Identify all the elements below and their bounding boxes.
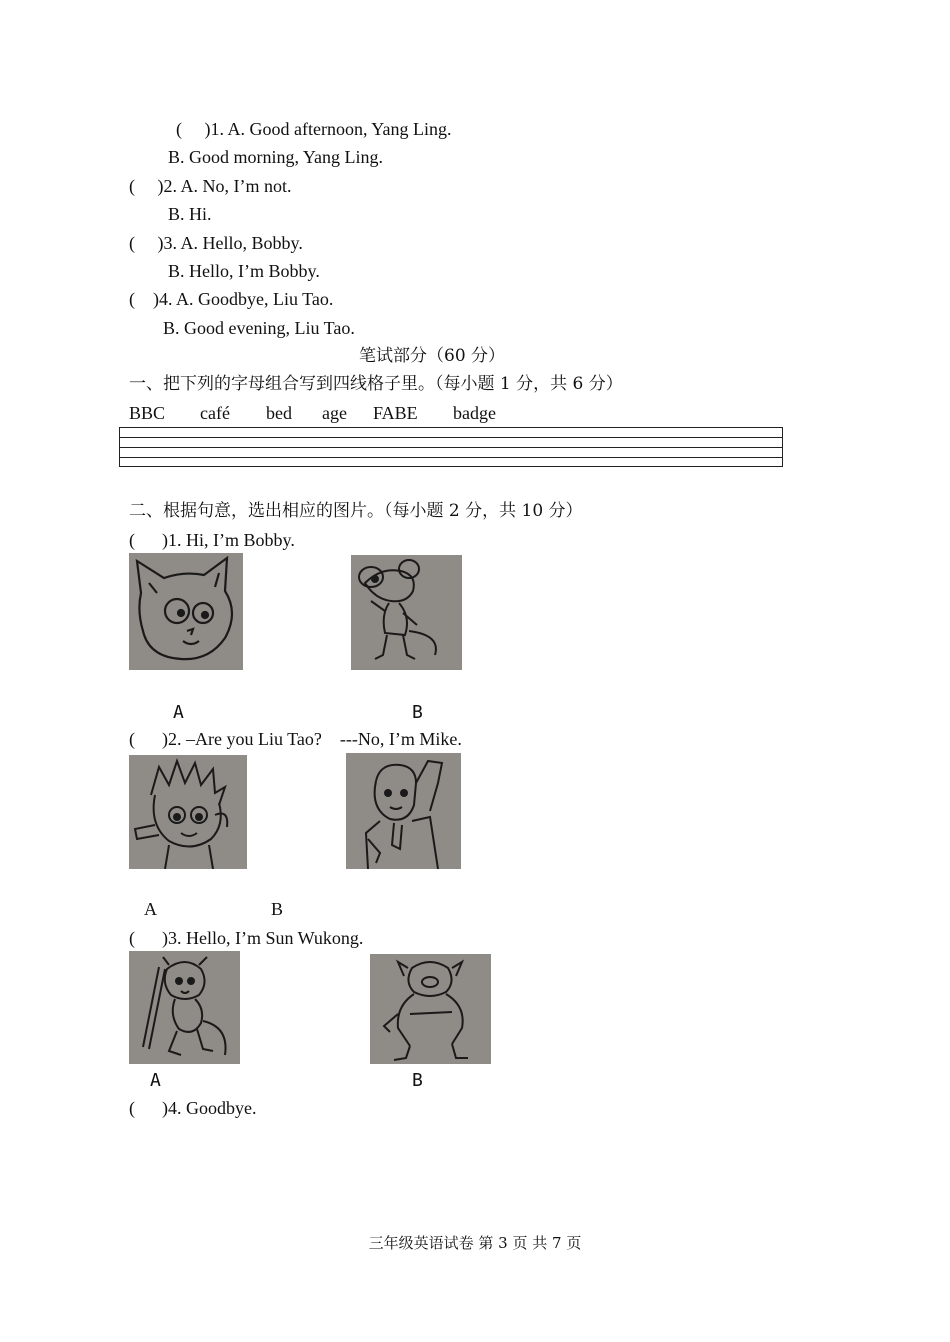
section2-title: 二、根据句意，选出相应的图片。（每小题 2 分，共 10 分） <box>129 501 583 521</box>
listening-q3-option-b: B. Hello, I’m Bobby. <box>168 261 320 281</box>
section2-q1: ( )1. Hi, I’m Bobby. <box>129 530 295 550</box>
word-2: café <box>200 403 230 423</box>
pig-character-icon <box>370 954 491 1064</box>
pigsy-picture <box>370 954 491 1064</box>
section1-title: 一、把下列的字母组合写到四线格子里。（每小题 1 分，共 6 分） <box>129 374 623 394</box>
mike-picture <box>346 753 461 869</box>
cat-icon <box>129 553 243 670</box>
written-part-heading: 笔试部分（60 分） <box>359 346 506 366</box>
word-3: bed <box>266 403 292 423</box>
four-line-grid[interactable] <box>119 427 783 467</box>
word-1: BBC <box>129 403 166 423</box>
grid-line-3 <box>120 457 782 458</box>
q2-label-b: B <box>271 899 284 919</box>
grid-line-1 <box>120 437 782 438</box>
word-5: FABE <box>373 403 418 423</box>
listening-q4-option-b: B. Good evening, Liu Tao. <box>163 318 355 338</box>
listening-q1-option-a: ( )1. A. Good afternoon, Yang Ling. <box>176 119 452 139</box>
mouse-icon <box>351 555 462 670</box>
cat-picture <box>129 553 243 670</box>
section2-q3: ( )3. Hello, I’m Sun Wukong. <box>129 928 364 948</box>
q3-label-b: B <box>412 1070 423 1091</box>
listening-q2-option-b: B. Hi. <box>168 204 212 224</box>
boy-waving-picture <box>129 755 247 869</box>
page-footer: 三年级英语试卷 第 3 页 共 7 页 <box>368 1234 582 1252</box>
q3-label-a: A <box>150 1070 161 1091</box>
section2-q4: ( )4. Goodbye. <box>129 1098 257 1118</box>
q1-label-a: A <box>173 702 184 723</box>
monkey-king-icon <box>129 951 240 1064</box>
word-4: age <box>322 403 347 423</box>
section2-q2: ( )2. –Are you Liu Tao? ---No, I’m Mike. <box>129 729 462 749</box>
word-6: badge <box>453 403 496 423</box>
listening-q1-option-b: B. Good morning, Yang Ling. <box>168 147 384 167</box>
boy-saluting-icon <box>346 753 461 869</box>
mouse-picture <box>351 555 462 670</box>
listening-q2-option-a: ( )2. A. No, I’m not. <box>129 176 292 196</box>
sun-wukong-picture <box>129 951 240 1064</box>
q1-label-b: B <box>412 702 423 723</box>
listening-q4-option-a: ( )4. A. Goodbye, Liu Tao. <box>129 289 334 309</box>
q2-label-a: A <box>144 899 157 919</box>
listening-q3-option-a: ( )3. A. Hello, Bobby. <box>129 233 303 253</box>
grid-line-2 <box>120 447 782 448</box>
spiky-hair-boy-icon <box>129 755 247 869</box>
